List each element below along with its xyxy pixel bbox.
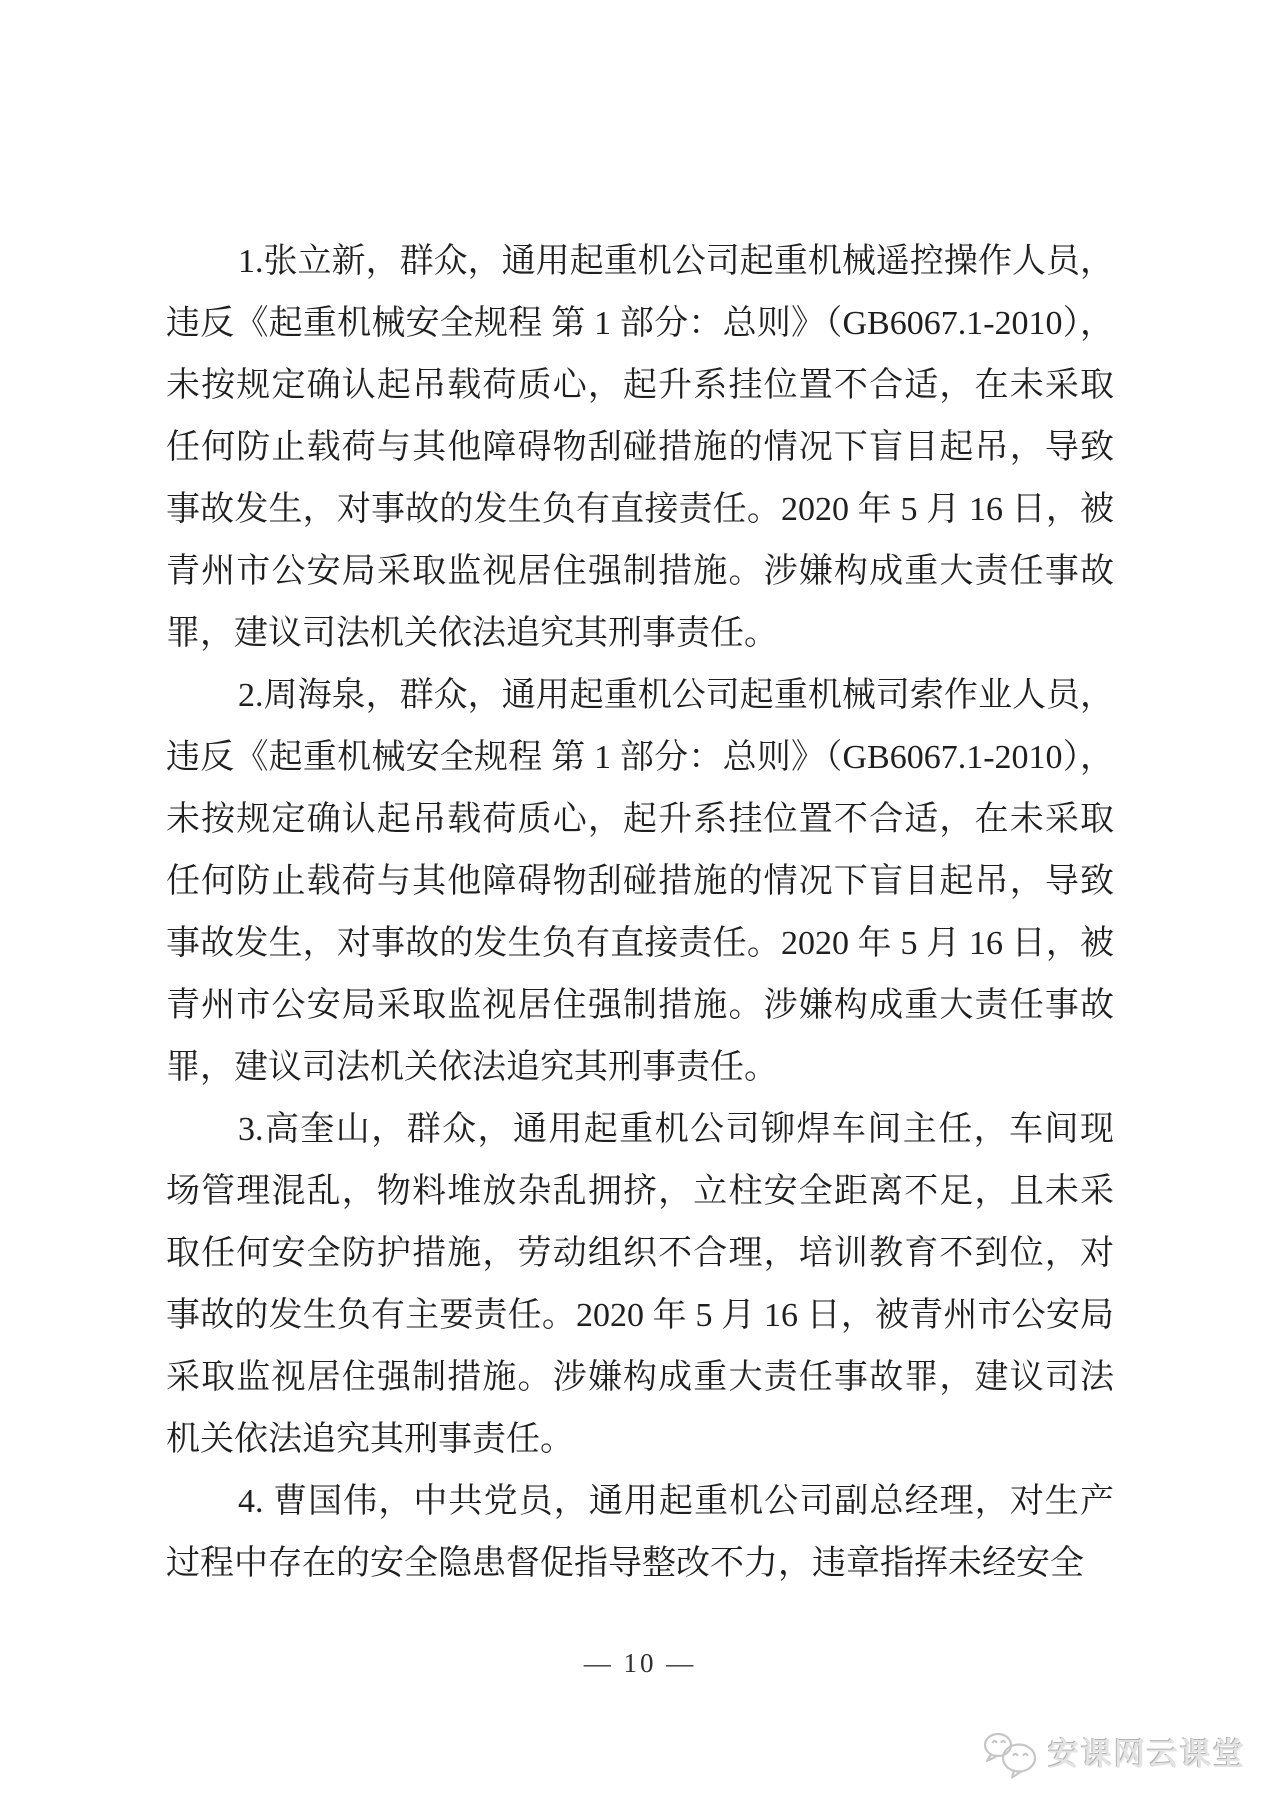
wechat-icon [981,1729,1043,1781]
text-line: 场管理混乱，物料堆放杂乱拥挤，立柱安全距离不足，且未采 [166,1173,1114,1210]
text-line: 未按规定确认起吊载荷质心，起升系挂位置不合适，在未采取 [166,367,1114,404]
document-body [166,231,1114,1595]
watermark [981,1729,1246,1781]
paragraph-3 [166,1099,1114,1471]
paragraph-2 [166,665,1114,1099]
text-line: 违反《起重机械安全规程 第 1 部分：总则》（GB6067.1-2010）， [166,305,1114,342]
text-line: 青州市公安局采取监视居住强制措施。涉嫌构成重大责任事故 [166,553,1114,590]
text-line: 过程中存在的安全隐患督促指导整改不力，违章指挥未经安全 [166,1545,1084,1582]
text-line: 4. 曹国伟，中共党员，通用起重机公司副总经理，对生产 [238,1483,1114,1520]
text-line: 事故发生，对事故的发生负有直接责任。2020 年 5 月 16 日，被 [166,925,1114,962]
text-line: 2.周海泉，群众，通用起重机公司起重机械司索作业人员， [238,677,1114,714]
paragraph-1 [166,231,1114,665]
text-line: 任何防止载荷与其他障碍物刮碰措施的情况下盲目起吊，导致 [166,863,1114,900]
text-line: 3.高奎山，群众，通用起重机公司铆焊车间主任，车间现 [238,1111,1114,1148]
page-number: — 10 — [583,1648,697,1678]
text-line: 罪，建议司法机关依法追究其刑事责任。 [166,615,778,652]
text-line: 违反《起重机械安全规程 第 1 部分：总则》（GB6067.1-2010）， [166,739,1114,776]
text-line: 罪，建议司法机关依法追究其刑事责任。 [166,1049,778,1086]
text-line: 事故的发生负有主要责任。2020 年 5 月 16 日，被青州市公安局 [166,1297,1114,1334]
text-line: 机关依法追究其刑事责任。 [166,1421,574,1458]
text-line: 1.张立新，群众，通用起重机公司起重机械遥控操作人员， [238,243,1114,280]
text-line: 事故发生，对事故的发生负有直接责任。2020 年 5 月 16 日，被 [166,491,1114,528]
watermark-text: 安课网云课堂 [1048,1737,1246,1772]
text-line: 采取监视居住强制措施。涉嫌构成重大责任事故罪，建议司法 [166,1359,1114,1396]
text-line: 青州市公安局采取监视居住强制措施。涉嫌构成重大责任事故 [166,987,1114,1024]
text-line: 取任何安全防护措施，劳动组织不合理，培训教育不到位，对 [166,1235,1114,1272]
text-line: 未按规定确认起吊载荷质心，起升系挂位置不合适，在未采取 [166,801,1114,838]
paragraph-4 [166,1471,1114,1595]
text-line: 任何防止载荷与其他障碍物刮碰措施的情况下盲目起吊，导致 [166,429,1114,466]
